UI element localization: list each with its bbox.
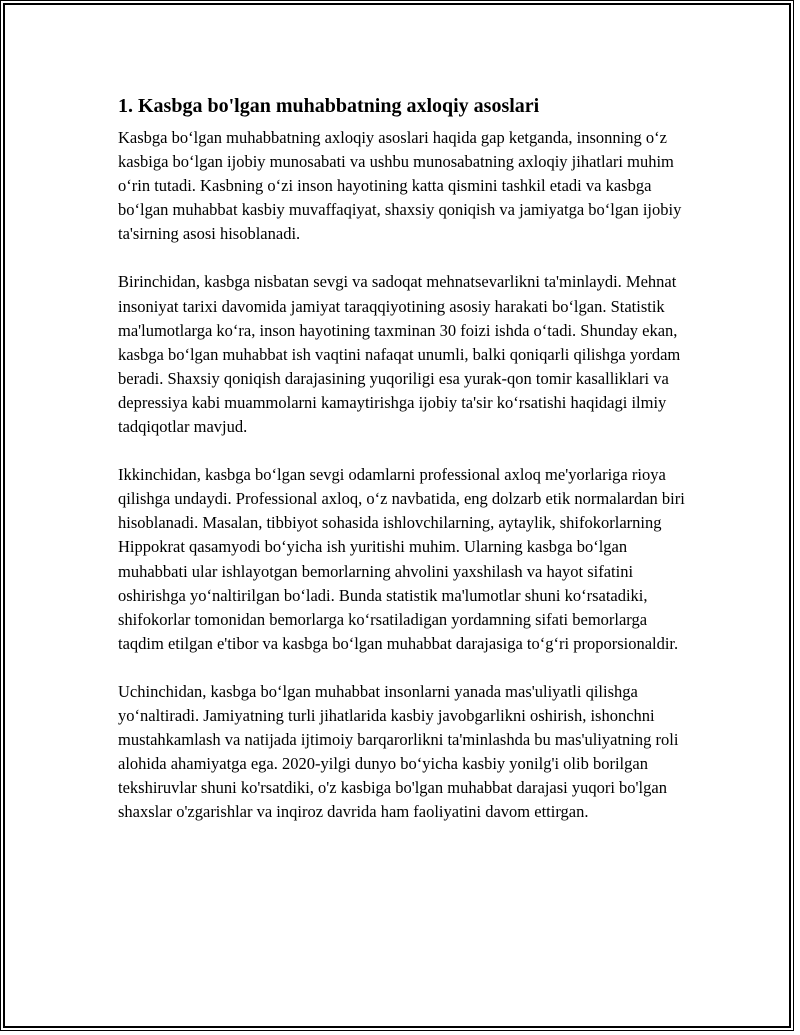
section-heading: 1. Kasbga bo'lgan muhabbatning axloqiy asoslari: [118, 95, 540, 117]
paragraph-first: Birinchidan, kasbga nisbatan sevgi va sadoqat mehnatsevarlikni ta'minlaydi. Mehnat insoniyat tarixi davomida jamiyat taraqqiyotining asosiy harakati bo‘lgan. Statistik ma'lumotlarga ko‘ra, inson hayotining taxminan 30 foizi ishda o‘tadi. Shunday ekan, kasbga bo‘lgan muhabbat ish vaqtini nafaqat unumli, balki qoniqarli qilishga yordam beradi. Shaxsiy qoniqish darajasining yuqoriligi esa yurak-qon tomir kasalliklari va depressiya kabi muammolarni kamaytirishga ijobiy ta'sir ko‘rsatishi haqidagi ilmiy tadqiqotlar mavjud.: [118, 272, 681, 437]
paragraph-third: Uchinchidan, kasbga bo‘lgan muhabbat insonlarni yanada mas'uliyatli qilishga yo‘naltiradi. Jamiyatning turli jihatlarida kasbiy javobgarlikni oshirish, ishonchni mustahkamlash va natijada ijtimoiy barqarorlikni ta'minlashda bu mas'uliyatning roli alohida ahamiyatga ega. 2020-yilgi dunyo bo‘yicha kasbiy yonilg'i olib borilgan tekshiruvlar shuni ko'rsatdiki, o'z kasbiga bo'lgan muhabbat darajasi yuqori bo'lgan shaxslar o'zgarishlar va inqiroz davrida ham faoliyatini davom ettirgan.: [118, 681, 679, 822]
paragraph-intro: Kasbga bo‘lgan muhabbatning axloqiy asoslari haqida gap ketganda, insonning o‘z kasbiga bo‘lgan ijobiy munosabati va ushbu munosabatning axloqiy jihatlari muhim o‘rin tutadi. Kasbning o‘zi inson hayotining katta qismini tashkil etadi va kasbga bo‘lgan muhabbat kasbiy muvaffaqiyat, shaxsiy qoniqish va jamiyatga bo‘lgan ijobiy ta'sirning asosi hisoblanadi.: [118, 128, 682, 244]
paragraph-second: Ikkinchidan, kasbga bo‘lgan sevgi odamlarni professional axloq me'yorlariga rioya qilishga undaydi. Professional axloq, o‘z navbatida, eng dolzarb etik normalardan biri hisoblanadi. Masalan, tibbiyot sohasida ishlovchilarning, aytaylik, shifokorlarning Hippokrat qasamyodi bo‘yicha ish yuritishi muhim. Ularning kasbga bo‘lgan muhabbati ular ishlayotgan bemorlarning ahvolini yaxshilash va hayot sifatini oshirishga yo‘naltirilgan bo‘ladi. Bunda statistik ma'lumotlar shuni ko‘rsatadiki, shifokorlar tomonidan bemorlarga ko‘rsatiladigan yordamning sifati bemorlarga taqdim etilgan e'tibor va kasbga bo‘lgan muhabbat darajasiga to‘g‘ri proporsionaldir.: [118, 465, 685, 653]
document-body: [118, 92, 688, 848]
